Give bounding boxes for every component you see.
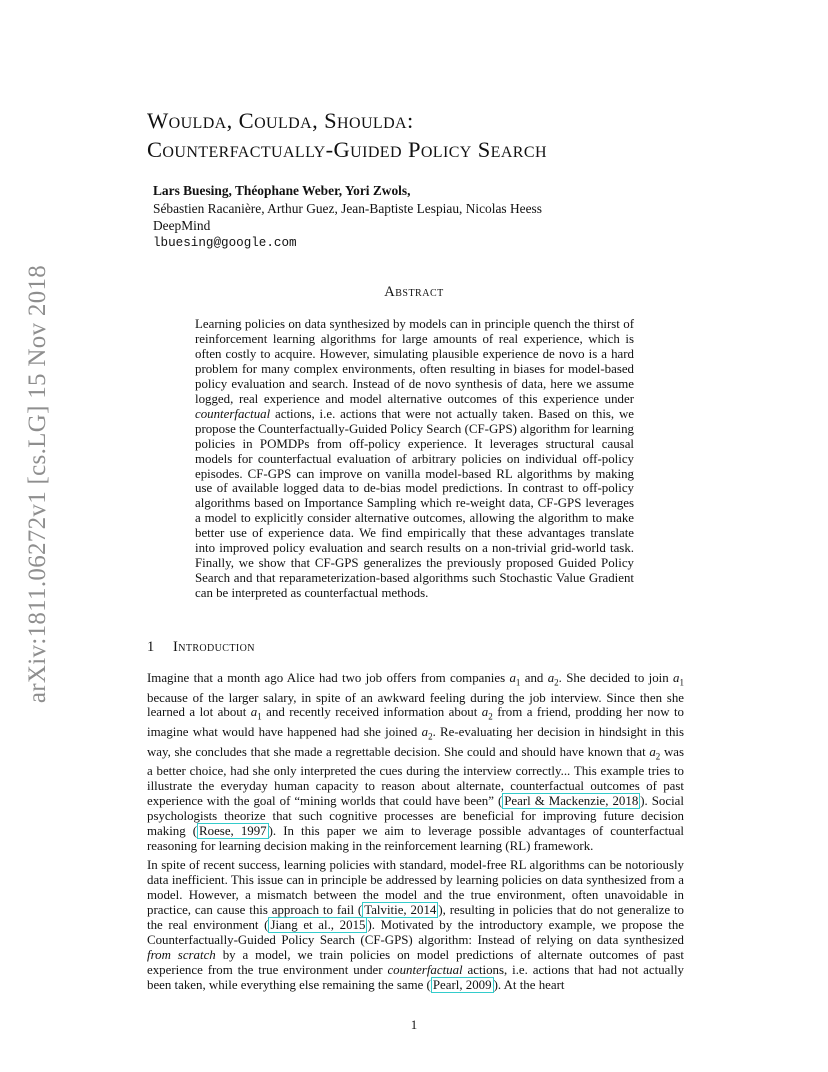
- abstract-text-1: Learning policies on data synthesized by models can in principle quench the thirst of reinforcement learning algorithms for large amounts of real experience, which is often costly to acquire. However, simulating plausible experience de novo is a hard problem for many complex environments, often resulting in biases for model-based policy evaluation and search. Instead of de novo synthesis of data, here we assume logged, real experience and model alternative outcomes of this experience under: [195, 317, 634, 406]
- affiliation: DeepMind: [153, 218, 211, 233]
- arxiv-identifier-text: arXiv:1811.06272v1 [cs.LG] 15 Nov 2018: [24, 264, 52, 704]
- math-symbol: a: [547, 671, 555, 685]
- paper-title: [147, 106, 707, 164]
- intro-paragraph-2: [147, 858, 684, 993]
- paragraph-text: . Re-evaluating her decision in hindsight in this way, she concludes that she made a regrettable decision. She could and should have known that: [147, 725, 684, 759]
- math-variable: [547, 671, 559, 688]
- math-variable: [481, 705, 493, 723]
- math-subscript: 2: [655, 751, 661, 762]
- paragraph-text: . She decided to join: [558, 671, 674, 685]
- math-subscript: 2: [488, 712, 493, 723]
- math-subscript: 2: [428, 731, 433, 742]
- citation-link-roese[interactable]: Roese, 1997: [199, 823, 267, 838]
- author-block: [153, 182, 713, 252]
- abstract-heading: Abstract: [384, 284, 444, 300]
- paragraph-text: ). Motivated by the introductory example, we propose the Counterfactually-Guided Policy Search (CF-GPS) algorithm: Instead of relying on data synthesized: [147, 917, 684, 947]
- section-number: 1: [147, 639, 155, 655]
- paragraph-text: ). At the heart: [493, 977, 565, 992]
- abstract-text-2: actions, i.e. actions that were not actually taken. Based on this, we propose the Counterfactually-Guided Policy Search (CF-GPS) algorithm for learning policies in POMDPs from off-policy experience. It leverages structural causal models for counterfactual evaluation of arbitrary policies on individual off-policy episodes. CF-GPS can improve on vanilla model-based RL algorithms by making use of available logged data to de-bias model predictions. In contrast to off-policy algorithms based on Importance Sampling which re-weight data, CF-GPS leverages a model to explicitly consider alternative outcomes, allowing the algorithm to make better use of experience data. We find empirically that these advantages translate into improved policy evaluation and search results on a non-trivial grid-world task. Finally, we show that CF-GPS generalizes the previously proposed Guided Policy Search and that reparameterization-based algorithms such Stochastic Value Gradient can be interpreted as counterfactual methods.: [195, 406, 634, 601]
- title-line-1: Woulda, Coulda, Shoulda:: [147, 108, 414, 133]
- math-symbol: a: [509, 671, 516, 685]
- math-subscript: 1: [679, 677, 684, 688]
- paragraph-text: by a model, we train policies on model predictions of alternate outcomes of past experience from the true environment under: [147, 947, 685, 977]
- paragraph-text: and: [520, 671, 548, 685]
- paragraph-text: because of the larger salary, in spite of an awkward feeling during the job interview. Since then she learned a lot about: [147, 690, 684, 720]
- citation-link-talvitie[interactable]: Talvitie, 2014: [364, 902, 437, 917]
- math-symbol: a: [250, 705, 258, 720]
- math-variable: [250, 705, 262, 723]
- paragraph-text: ). Social psychologists theorize that such cognitive processes are beneficial for improving future decision making (: [147, 793, 684, 838]
- paragraph-text: ), resulting in policies that do not generalize to the real environment (: [147, 902, 685, 932]
- arxiv-identifier-stamp: [18, 264, 58, 704]
- emphasis-text: counterfactual: [387, 962, 463, 977]
- section-title: Introduction: [173, 639, 255, 655]
- math-symbol: a: [673, 671, 680, 685]
- paragraph-text: In spite of recent success, learning policies with standard, model-free RL algorithms can be notoriously data inefficient. This issue can in principle be addressed by learning policies on data synthesized from a model. However, a mismatch between the model and the true environment, often unavoidable in practice, can cause this approach to fail (: [147, 858, 684, 917]
- title-line-2: Counterfactually-Guided Policy Search: [147, 137, 547, 162]
- math-symbol: a: [649, 744, 656, 759]
- math-symbol: a: [421, 725, 429, 740]
- math-variable: [673, 671, 684, 688]
- abstract-emphasis: counterfactual: [195, 406, 271, 421]
- math-variable: [509, 671, 521, 688]
- math-subscript: 1: [257, 712, 262, 723]
- author-email: lbuesing@google.com: [153, 235, 297, 250]
- authors-line-1: Lars Buesing, Théophane Weber, Yori Zwols,: [153, 183, 411, 198]
- citation-link-jiang[interactable]: Jiang et al., 2015: [270, 917, 366, 932]
- paragraph-text: actions, i.e. actions that had not actually been taken, while everything else remaining the same (: [147, 962, 684, 992]
- math-symbol: a: [481, 705, 489, 720]
- emphasis-text: from scratch: [147, 947, 216, 962]
- citation-link-pearl[interactable]: Pearl, 2009: [432, 977, 492, 992]
- page-number: 1: [410, 1018, 418, 1032]
- paragraph-text: Imagine that a month ago Alice had two job offers from companies: [147, 671, 510, 685]
- citation-link-pearl-mackenzie[interactable]: Pearl & Mackenzie, 2018: [504, 793, 639, 808]
- math-subscript: 2: [554, 677, 559, 688]
- authors-line-2: Sébastien Racanière, Arthur Guez, Jean-Baptiste Lespiau, Nicolas Heess: [153, 200, 542, 216]
- intro-paragraph-1: [147, 671, 684, 854]
- paragraph-text: from a friend, prodding her now to imagine what would have happened had she joined: [147, 705, 684, 740]
- paragraph-text: was a better choice, had she only interpreted the cues during the interview correctly... This example tries to illustrate the everyday human capacity to reason about alternate, counterfactual outcomes of past experience with the goal of “mining worlds that could have been” (: [147, 744, 684, 808]
- math-variable: [649, 744, 661, 762]
- math-variable: [421, 725, 433, 742]
- paragraph-text: and recently received information about: [261, 705, 482, 720]
- math-subscript: 1: [515, 677, 521, 688]
- paragraph-text: ). In this paper we aim to leverage possible advantages of counterfactual reasoning for learning decision making in the reinforcement learning (RL) framework.: [147, 823, 685, 853]
- abstract-body: [195, 317, 634, 601]
- section-heading-introduction: [147, 639, 255, 656]
